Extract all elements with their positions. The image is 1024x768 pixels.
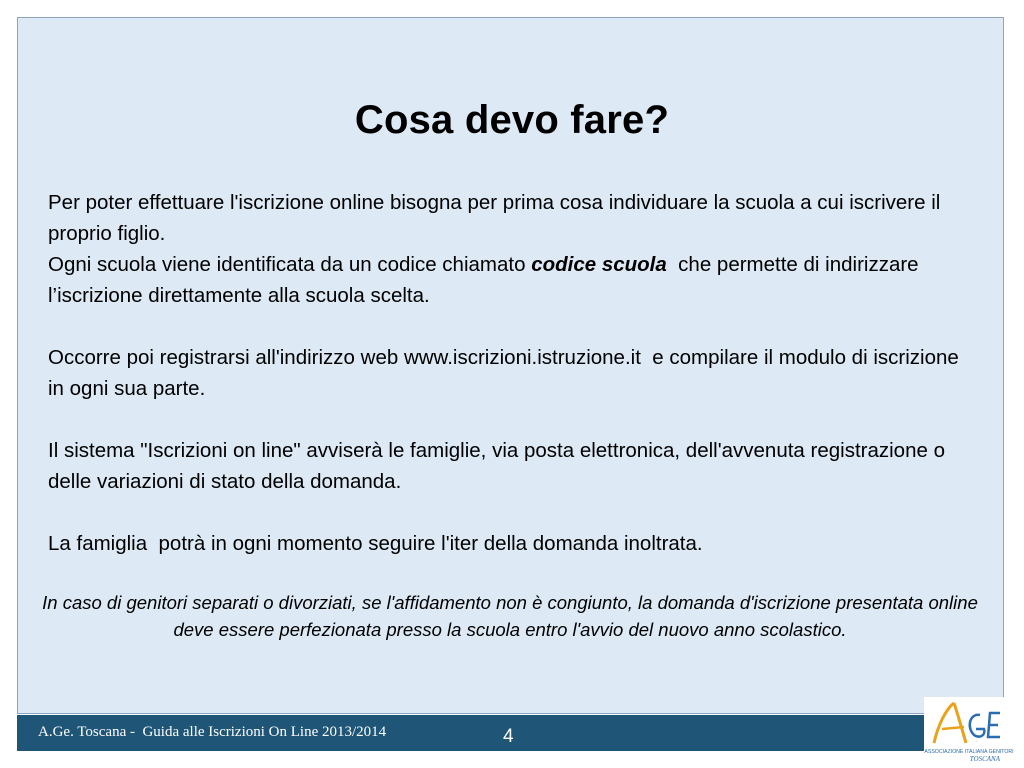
logo-line2: TOSCANA bbox=[969, 755, 1000, 763]
note-genitori-separati: In caso di genitori separati o divorziati, se l'affidamento non è congiunto, la domanda d'iscrizione presentata online deve essere perfezionata presso la scuola entro l'avvio del nuovo anno scolastico. bbox=[42, 592, 978, 640]
paragraph-scuola-text: Per poter effettuare l'iscrizione online bisogna per prima cosa individuare la scuola a cui iscrivere il proprio figlio. bbox=[48, 191, 941, 245]
paragraph-sistema: Il sistema "Iscrizioni on line" avviserà le famiglie, via posta elettronica, dell'avvenuta registrazione o delle variazioni di stato della domanda. bbox=[48, 439, 945, 493]
paragraph-codice-after: che permette di indirizzare l’iscrizione direttamente alla scuola scelta. bbox=[48, 253, 925, 307]
paragraph-famiglia: La famiglia potrà in ogni momento seguire l'iter della domanda inoltrata. bbox=[48, 532, 703, 555]
slide-body bbox=[48, 187, 978, 559]
logo-line1: ASSOCIAZIONE ITALIANA GENITORI bbox=[924, 749, 1014, 755]
slide-title: Cosa devo fare? bbox=[354, 98, 670, 142]
paragraph-scuola bbox=[48, 187, 978, 311]
paragraph-codice-before: Ogni scuola viene identificata da un codice chiamato bbox=[48, 253, 532, 276]
age-logo-icon bbox=[924, 697, 1014, 765]
footer-text: A.Ge. Toscana - Guida alle Iscrizioni On Line 2013/2014 bbox=[38, 724, 387, 740]
paragraph-registrazione: Occorre poi registrarsi all'indirizzo web www.iscrizioni.istruzione.it e compilare il modulo di iscrizione in ogni sua parte. bbox=[48, 346, 965, 400]
codice-scuola-emphasis: codice scuola bbox=[531, 253, 667, 276]
page-number: 4 bbox=[503, 726, 514, 747]
